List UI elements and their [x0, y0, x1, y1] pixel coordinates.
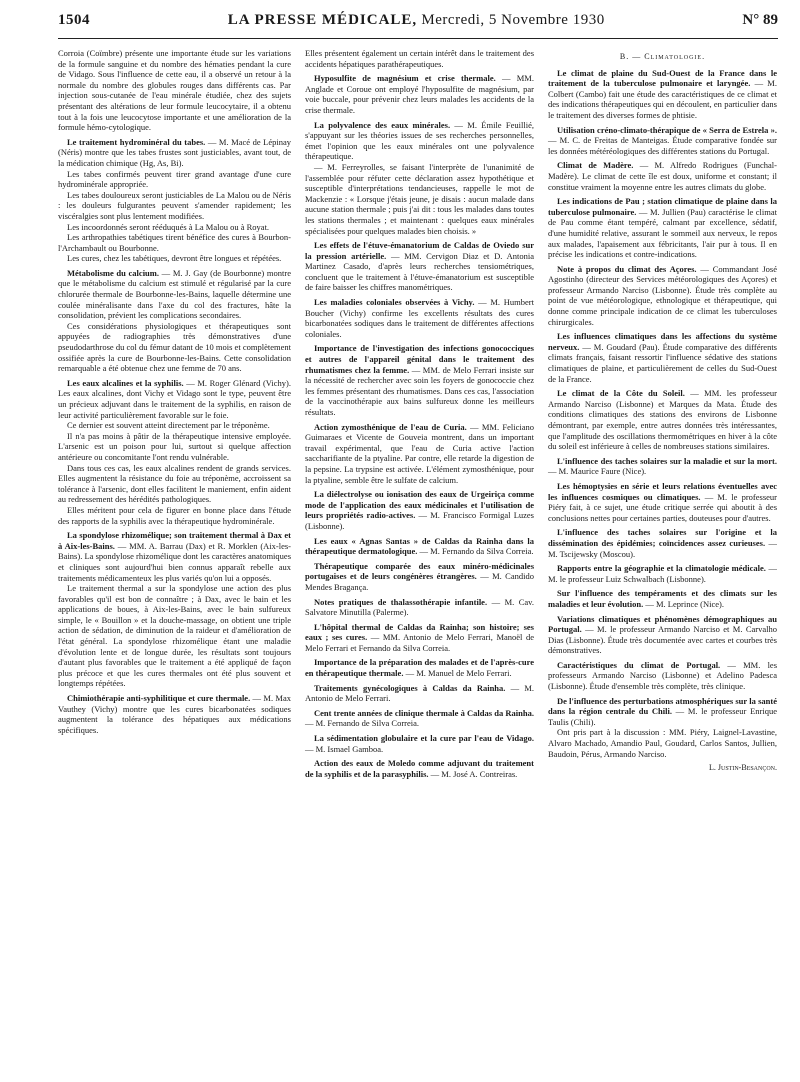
- paragraph-text: Ces considérations physiologiques et thérapeutiques sont appuyées de radiographies très démonstratives d'une pseudodarthrose du col du fémur datant de 10 mois et complètement ossifiée après la cure de Bourbonne-les-Bains. Cette consolidation remarquable a été obtenue chez une femme de 70 ans.: [58, 320, 291, 374]
- article-columns: [58, 48, 778, 1060]
- paragraph: [58, 268, 291, 321]
- paragraph: [548, 696, 777, 728]
- paragraph-text: — M. le professeur Enrique Taulis (Chili).: [548, 706, 777, 727]
- paragraph: [58, 463, 291, 505]
- author-signature: L. Justin-Besançon.: [708, 763, 777, 773]
- paragraph-text: — M. Roger Glénard (Vichy). Les eaux alcalines, dont Vichy et Vidago sont le type, peuvent être un précieux adjuvant dans le traitement de la syphilis, en raison de leur activité particulièrement favorable sur le foie.: [58, 377, 291, 420]
- paragraph-text: — M. Jullien (Pau) caractérise le climat de Pau comme étant tempéré, calmant par excellence, sédatif, d'une humidité relative, assurant le sommeil aux nerveux, le repos aux malades, l'apaisement aux fébricitants, l'air pur à tous. Il en précise les indications et contre-indications.: [548, 206, 777, 260]
- paragraph: [58, 222, 291, 233]
- paragraph-text: Elles présentent également un certain intérêt dans le traitement des accidents hépatiques parathérapeutiques.: [305, 48, 534, 69]
- paragraph-text: — MM. les professeurs Armando Narciso (Lisbonne) et Adelino Padesca (Lisbonne). Étude d'ensemble très complète, très clinique.: [548, 659, 777, 692]
- paragraph: [548, 264, 777, 328]
- column-right: [544, 48, 777, 1060]
- paragraph-title: Hyposulfite de magnésium et crise thermale.: [314, 73, 496, 84]
- paragraph-text: — M. Cav. Salvatore Minutilla (Palerme).: [305, 596, 534, 618]
- paragraph: [305, 343, 534, 417]
- paragraph-text: Le traitement thermal a sur la spondylose une action des plus favorables qu'il est bon de connaître ; à Dax, avec le bain et les applications de boues, à Aix-les-Bains, avec le bain sulfureux simple, le « Bouillon » et la douche-massage, on obtient une triple action de sédation, de diminution de la raideur et d'amélioration de l'état général. La spondylose rhizomélique étant une maladie d'évolution lente et de longue durée, les résultats sont toujours d'autant plus favorables que le traitement a été appliqué de façon plus précoce et que les cures thermales ont été plus souvent et longtemps répétées.: [58, 583, 291, 689]
- column-middle: [301, 48, 534, 1060]
- paragraph-title: Les influences climatiques dans les affections du système nerveux.: [548, 331, 777, 352]
- paragraph-title: Les eaux alcalines et la syphilis.: [67, 377, 184, 388]
- page-number: 1504: [58, 12, 90, 28]
- paragraph: [548, 588, 777, 609]
- paragraph-text: — M. Humbert Boucher (Vichy) confirme les excellents résultats des cures bicarbonatées sodiques dans le traitement de différentes affections coloniales.: [305, 297, 534, 339]
- paragraph-text: Les arthropathies tabétiques tirent bénéfice des cures à Bourbon-l'Archambault ou Bourbonne.: [58, 232, 291, 253]
- paragraph-title: Traitements gynécologiques à Caldas da Rainha.: [314, 682, 506, 693]
- issue-date: Mercredi, 5 Novembre 1930: [421, 12, 605, 28]
- paragraph-text: — M. C. de Freitas de Manteigas. Étude comparative fondée sur les données météréologiques des différentes stations du Portugal.: [548, 135, 777, 156]
- paragraph: [58, 583, 291, 689]
- paragraph-text: — M. le professeur Luiz Schwalbach (Lisbonne).: [548, 563, 777, 584]
- paragraph-text: — M. Émile Feuillié, s'appuyant sur les théories issues de ses recherches personnelles, émet l'opinion que les eaux minérales ont une polyvalence thérapeutique.: [305, 119, 534, 162]
- paragraph-text: — M. Ferreyrolles, se faisant l'interprète de l'unanimité de l'assemblée pour réfuter cette déclaration assez hypothétique et susceptible d'interprétations tendancieuses, rappelle le mot de Mackenzie : « Lorsque j'étais jeune, je disais : aucun malade dans aucune station thermale ; puis j'ai dit : tous les malades dans toutes les stations thermales ; et maintenant : quelques eaux minérales spécialisées pour quelques malades bien choisis. »: [305, 161, 534, 236]
- paragraph-text: — M. le professeur Armando Narciso et M. Carvalho Dias (Lisbonne). Étude très documentée avec cartes et courbes très démonstratives.: [548, 624, 777, 656]
- paragraph-text: — MM. Antonio de Melo Ferrari, Manoël de Melo Ferrari et Fernando da Silva Correia.: [305, 632, 534, 653]
- paragraph: [58, 431, 291, 463]
- header-rule: [58, 38, 778, 39]
- paragraph: [305, 536, 534, 557]
- paragraph-title: Rapports entre la géographie et la climatologie médicale.: [557, 563, 766, 574]
- paragraph-title: Les maladies coloniales observées à Vichy.: [314, 297, 475, 308]
- paragraph-title: Caractéristiques du climat de Portugal.: [557, 659, 721, 670]
- paragraph-text: — M. Macé de Lépinay (Néris) montre que les tabes frustes sont justiciables, avant tout, de la médication chimique (Hg, As, Bi).: [58, 136, 291, 168]
- paragraph: [58, 190, 291, 222]
- paragraph-title: L'influence des taches solaires sur la maladie et sur la mort.: [557, 455, 777, 466]
- paragraph-text: — M. Fernando de Silva Correia.: [305, 718, 420, 729]
- paragraph: [305, 73, 534, 115]
- paragraph-text: Corroia (Coïmbre) présente une importante étude sur les variations de la formule sanguine et du nombre des hématies pendant la cure de Vidago. Sous l'influence de cette eau, il a observé un retour à la normale du nombre des globules rouges dans différents cas. Par injection sous-cutanée de l'eau minérale étudiée, chez des sujets présentant des altérations de leur formule leucocytaire, il a obtenu tout à la fois une leucocytose importante et une amélioration de la formule hémo-cytologique.: [58, 48, 291, 133]
- paragraph: [305, 622, 534, 654]
- paragraph-title: Note à propos du climat des Açores.: [557, 263, 697, 274]
- paragraph: [548, 68, 777, 121]
- paragraph-title: Importance de l'investigation des infections gonococciques et autres de l'appareil génital dans le traitement des rhumatismes chez la femme.: [305, 343, 534, 375]
- paragraph-text: — M. Goudard (Pau). Étude comparative des différents climats français, faisant ressortir l'influence sédative des stations climatiques de plaine, et particulièrement de celles du Sud-Ouest de la France.: [548, 341, 777, 384]
- paragraph-title: Chimiothérapie anti-syphilitique et cure thermale.: [67, 693, 251, 704]
- paragraph-title: L'influence des taches solaires sur l'origine et la dissémination des épidémies; coïncidences assez curieuses.: [548, 527, 777, 548]
- paragraph-text: — Commandant José Agostinho (directeur des Services météorologiques des Açores) et professeur Armando Narciso (Lisbonne). Étude très complète au point de vue météorologique, ethnologique et thérapeutique, qui donne comme principale indication de ce climat les tuberculoses chirurgicales.: [548, 263, 777, 327]
- paragraph-text: Il n'a pas moins à pâtir de la thérapeutique intensive employée. L'arsenic est un poison pour lui, surtout si quelque affection antérieure ou concomitante l'ont rendu vulnérable.: [58, 430, 291, 462]
- paragraph-text: — M. le professeur Piéry fait, à ce sujet, une étude critique serrée qui aboutit à des conclusions nettes pour certaines parties, douteuses pour d'autres.: [548, 491, 777, 523]
- paragraph-text: — MM. Cervigon Diaz et D. Antonia Martinez Casado, d'après leurs recherches tensiométriques, concluent que le traitement à l'étuve-émanatorium est susceptible de faire baisser les chiffres manométriques.: [305, 250, 534, 293]
- issue-number: N° 89: [742, 12, 778, 28]
- paragraph-text: — M. Max Vauthey (Vichy) montre que les cures bicarbonatées sodiques augmentent la tolérance des hépatiques aux médications spécifiques.: [58, 693, 291, 735]
- paragraph-title: Action des eaux de Moledo comme adjuvant du traitement de la syphilis et de la parasyphilis.: [305, 758, 534, 779]
- paragraph-text: — MM. A. Barrau (Dax) et R. Morklen (Aix-les-Bains). La spondylose rhizomélique dont les caractères anatomiques et cliniques sont aujourd'hui bien connus apparaît rebelle aux traitements médicamenteux les plus variés qu'on lui a opposés.: [58, 540, 291, 583]
- paragraph: [548, 196, 777, 260]
- paragraph-title: Le climat de la Côte du Soleil.: [557, 388, 685, 399]
- paragraph: [548, 331, 777, 384]
- paragraph: [548, 727, 777, 759]
- paragraph: [58, 169, 291, 190]
- paragraph-title: Importance de la préparation des malades et de l'après-cure en thérapeutique thermale.: [305, 657, 534, 679]
- paragraph-title: L'hôpital thermal de Caldas da Rainha; son histoire; ses eaux ; ses cures.: [305, 621, 534, 643]
- paragraph: [305, 120, 534, 162]
- paragraph-text: — M. Colbert (Cambo) fait une étude des caractéristiques de ce climat et des indications thérapeutiques qui en découlent, en particulier dans le traitement des diverses formes de phtisie.: [548, 78, 777, 120]
- paragraph: [305, 162, 534, 236]
- paragraph: [58, 48, 291, 133]
- section-title: B. — Climatologie.: [619, 52, 706, 61]
- paragraph-title: Utilisation créno-climato-thérapique de « Serra de Estrela ».: [557, 124, 777, 135]
- paragraph-title: Les eaux « Agnas Santas » de Caldas da Rainha dans la thérapeutique dermatologique.: [305, 535, 534, 557]
- paragraph-title: Le traitement hydrominéral du tabes.: [67, 136, 206, 147]
- column-left: [58, 48, 291, 1060]
- paragraph-title: Thérapeutique comparée des eaux minéro-médicinales portugaises et de leurs congénères étrangères.: [305, 560, 534, 582]
- paragraph: [305, 422, 534, 486]
- paragraph-title: Notes pratiques de thalassothérapie infantile.: [314, 596, 488, 607]
- paragraph-title: Les indications de Pau ; station climatique de plaine dans la tuberculose pulmonaire.: [548, 196, 777, 217]
- paragraph-text: — MM. les professeur Armando Narciso (Lisbonne) et Marques da Mata. Étude des conditions climatiques des stations des environs de Lisbonne démontrant, par exemple, entre autres données très intéressantes, que l'amplitude des oscillations thermométriques en hiver à la côte du soleil est inférieure à celles de nombreuses stations similaires.: [548, 388, 777, 452]
- paragraph: [305, 683, 534, 704]
- paragraph: [548, 388, 777, 452]
- paragraph-text: Les cures, chez les tabétiques, devront être longues et répétées.: [67, 253, 282, 264]
- paragraph-text: — M. Francisco Formigal Luzes (Lisbonne).: [305, 510, 534, 531]
- paragraph-text: — M. Manuel de Melo Ferrari.: [403, 668, 512, 679]
- paragraph-title: Cent trente années de clinique thermale à Caldas da Rainha.: [314, 707, 534, 718]
- paragraph-text: Dans tous ces cas, les eaux alcalines rendent de grands services. Elles augmentent la résistance du foie au tréponème, accroissent sa tolérance à l'arsenic, dont elles facilitent le maniement, enfin aident au redressement des hérédités pathologiques.: [58, 462, 291, 505]
- paragraph: [58, 505, 291, 526]
- paragraph-text: — M. Leprince (Nice).: [643, 598, 724, 609]
- paragraph: [305, 597, 534, 618]
- paragraph-text: Elles méritent pour cela de figurer en bonne place dans l'étude des rapports de la syphilis avec la thérapeutique hydrominérale.: [58, 504, 291, 526]
- paragraph: [548, 527, 777, 559]
- paragraph: [58, 378, 291, 420]
- paragraph-text: — M. José A. Contreiras.: [428, 768, 518, 779]
- paragraph: [58, 232, 291, 253]
- paragraph-title: Le climat de plaine du Sud-Ouest de la France dans le traitement de la tuberculose pulmonaire et laryngée.: [548, 67, 777, 89]
- paragraph: [305, 657, 534, 678]
- paragraph: [305, 48, 534, 69]
- paragraph: [305, 758, 534, 779]
- paragraph-text: Les incoordonnés seront rééduqués à La Malou ou à Royat.: [67, 221, 270, 232]
- paragraph: [305, 561, 534, 593]
- paragraph-title: La diélectrolyse ou ionisation des eaux de Urgeiriça comme mode de l'application des eaux médicinales et l'utilisation de leurs propriétés radio-actives.: [305, 489, 534, 521]
- paragraph-title: Action zymosthénique de l'eau de Curia.: [314, 421, 467, 432]
- paragraph: [58, 420, 291, 431]
- paragraph-text: — M. Fernando da Silva Correia.: [417, 546, 534, 557]
- paragraph-title: De l'influence des perturbations atmosphériques sur la santé dans la région centrale du Chili.: [548, 695, 777, 717]
- paragraph: [305, 733, 534, 754]
- paragraph-title: La sédimentation globulaire et la cure par l'eau de Vidago.: [314, 733, 534, 744]
- paragraph-title: Sur l'influence des tempéraments et des climats sur les maladies et leur évolution.: [548, 588, 777, 609]
- paragraph-title: Variations climatiques et phénomènes démographiques au Portugal.: [548, 613, 777, 635]
- paragraph: [58, 693, 291, 735]
- paragraph-text: — M. Antonio de Melo Ferrari.: [305, 682, 534, 704]
- paragraph-text: — M. J. Gay (de Bourbonne) montre que le métabolisme du calcium est stimulé et régularisé par la cure chlorurée thermale de Bourbonne-les-Bains, laquelle détermine une coulée minéralisante dans l'axe du col des fractures, hâte la consolidation, prévient les complications secondaires.: [58, 267, 291, 321]
- paragraph: [548, 160, 777, 192]
- paragraph: [305, 297, 534, 339]
- paragraph-title: Les hémoptysies en série et leurs relations éventuelles avec les influences cosmiques ou climatiques.: [548, 480, 777, 502]
- paragraph-text: Les tabes confirmés peuvent tirer grand avantage d'une cure hydrominérale appropriée.: [58, 168, 291, 190]
- paragraph-title: La polyvalence des eaux minérales.: [314, 119, 451, 130]
- paragraph-title: Climat de Madère.: [557, 160, 634, 171]
- paragraph: [548, 456, 777, 477]
- paragraph-title: Métabolisme du calcium.: [67, 267, 159, 278]
- paragraph-text: — MM. de Melo Ferrari insiste sur la nécessité de rechercher avec soin les foyers de gonococcie chez les femmes présentant des rhumatismes. Dans ces cas, l'association de la vaccinothérapie aux bains sulfureux donne les meilleurs résultats.: [305, 364, 534, 417]
- paragraph-text: — MM. Anglade et Coroue ont employé l'hyposulfite de magnésium, par voie buccale, pour prévenir chez leurs malades les accidents de la crise thermale.: [305, 73, 534, 115]
- paragraph: [548, 125, 777, 157]
- paragraph-text: Ce dernier est souvent atteint directement par le tréponème.: [67, 420, 270, 431]
- paragraph-text: — M. Maurice Faure (Nice).: [548, 466, 647, 477]
- paragraph-title: Les effets de l'étuve-émanatorium de Caldas de Oviedo sur la pression artérielle.: [305, 240, 534, 261]
- column-right-body: [548, 68, 777, 760]
- paragraph: [305, 489, 534, 531]
- paragraph: [548, 614, 777, 656]
- paragraph-text: Ont pris part à la discussion : MM. Piéry, Laignel-Lavastine, Alvaro Machado, Amandio Paul, Goudard, Carlos Santos, Jullien, Baudoin, Pérus, Armando Narciso.: [548, 727, 777, 759]
- journal-title: LA PRESSE MÉDICALE,: [227, 12, 418, 28]
- running-title: [228, 12, 605, 29]
- paragraph-text: — M. Candido Mendes Bragança.: [305, 571, 534, 592]
- paragraph: [58, 530, 291, 583]
- paragraph-text: — M. Alfredo Rodrigues (Funchal-Madère). Le climat de cette île est doux, uniforme et constant; il constitue vraiment la moyenne entre les autres climats du globe.: [548, 160, 777, 192]
- paragraph-text: Les tabes douloureux seront justiciables de La Malou ou de Néris : les douleurs fulgurantes peuvent s'amender rapidement; les viscéralgies sont plus lentement modifiées.: [58, 189, 291, 221]
- paragraph-title: La spondylose rhizomélique; son traitement thermal à Dax et à Aix-les-Bains.: [58, 530, 291, 551]
- paragraph: [305, 240, 534, 293]
- paragraph: [548, 481, 777, 523]
- paragraph-text: — M. Tscijewsky (Moscou).: [548, 537, 777, 559]
- paragraph: [548, 563, 777, 584]
- paragraph: [548, 660, 777, 692]
- paragraph: [58, 321, 291, 374]
- paragraph: [58, 253, 291, 264]
- paragraph-text: — M. Ismael Gamboa.: [305, 743, 384, 754]
- running-header: [58, 12, 778, 34]
- paragraph: [305, 708, 534, 729]
- paragraph-text: — MM. Feliciano Guimaraes et Vicente de Gouveia montrent, dans un important travail expérimental, que l'eau de Curia active l'action saccharifiante de la ptyaline. Par contre, elle retarde la digestion de la pepsine. La trypsine est activée. L'élément zymosthénique, pour la ptyaline, semble être le sulfate de calcium.: [305, 421, 534, 485]
- paragraph: [58, 137, 291, 169]
